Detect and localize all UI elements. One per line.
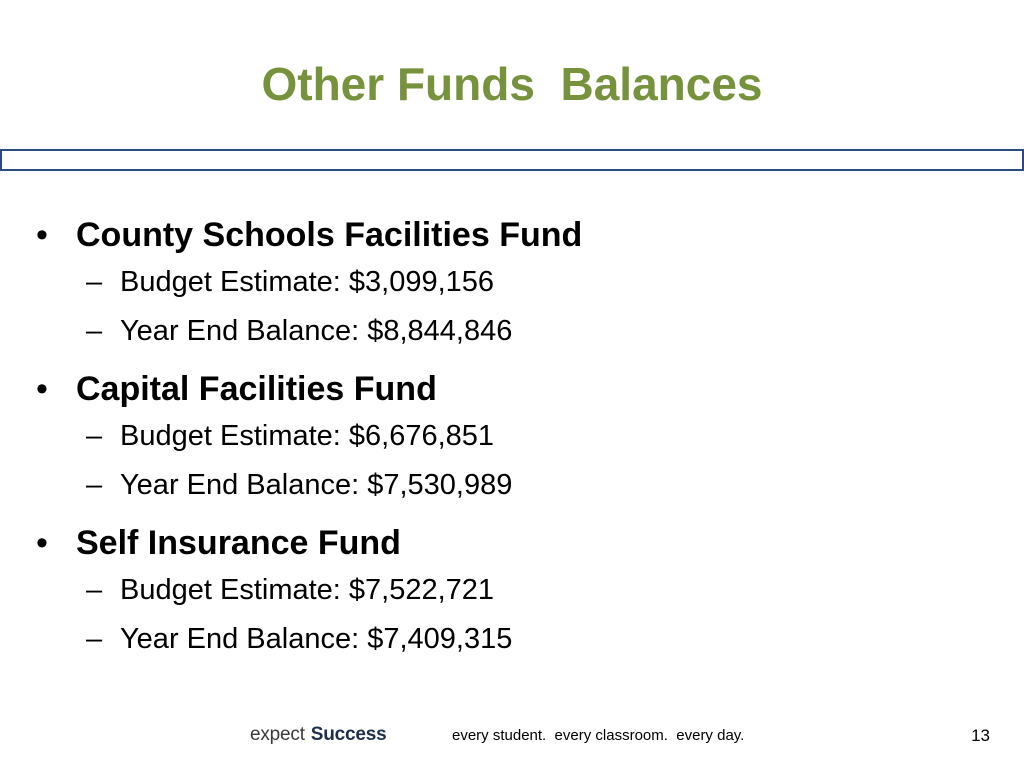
fund-detail-text: Year End Balance: $8,844,846 <box>120 315 513 347</box>
fund-detail-text: Year End Balance: $7,409,315 <box>120 623 513 655</box>
fund-block-self-insurance <box>36 520 996 664</box>
page-number: 13 <box>971 726 990 745</box>
fund-detail-text: Year End Balance: $7,530,989 <box>120 469 513 501</box>
fund-detail-year-end-balance <box>36 461 996 510</box>
fund-detail-text: Budget Estimate: $6,676,851 <box>120 420 495 452</box>
dash-icon: – <box>86 574 103 606</box>
bullet-icon: • <box>36 216 48 254</box>
dash-icon: – <box>86 266 103 298</box>
fund-name: County Schools Facilities Fund <box>76 216 583 254</box>
fund-detail-text: Budget Estimate: $3,099,156 <box>120 266 495 298</box>
title-divider <box>0 149 1024 171</box>
fund-block-capital-facilities <box>36 366 996 510</box>
fund-heading <box>36 520 996 566</box>
fund-detail-budget-estimate <box>36 412 996 461</box>
fund-name: Capital Facilities Fund <box>76 370 437 408</box>
dash-icon: – <box>86 315 103 347</box>
footer-tagline: every student. every classroom. every day. <box>452 727 745 744</box>
fund-detail-year-end-balance <box>36 307 996 356</box>
logo-word-expect: expect <box>250 724 305 745</box>
bullet-icon: • <box>36 524 48 562</box>
fund-heading <box>36 366 996 412</box>
fund-detail-year-end-balance <box>36 615 996 664</box>
bullet-icon: • <box>36 370 48 408</box>
fund-block-county-schools <box>36 212 996 356</box>
footer-logo <box>250 722 387 748</box>
fund-detail-budget-estimate <box>36 258 996 307</box>
dash-icon: – <box>86 623 103 655</box>
dash-icon: – <box>86 469 103 501</box>
fund-detail-text: Budget Estimate: $7,522,721 <box>120 574 495 606</box>
bullet-list <box>36 212 996 674</box>
slide-title: Other Funds Balances <box>261 58 763 110</box>
dash-icon: – <box>86 420 103 452</box>
logo-word-success: Success <box>310 724 387 745</box>
fund-detail-budget-estimate <box>36 566 996 615</box>
fund-name: Self Insurance Fund <box>76 524 401 562</box>
fund-heading <box>36 212 996 258</box>
